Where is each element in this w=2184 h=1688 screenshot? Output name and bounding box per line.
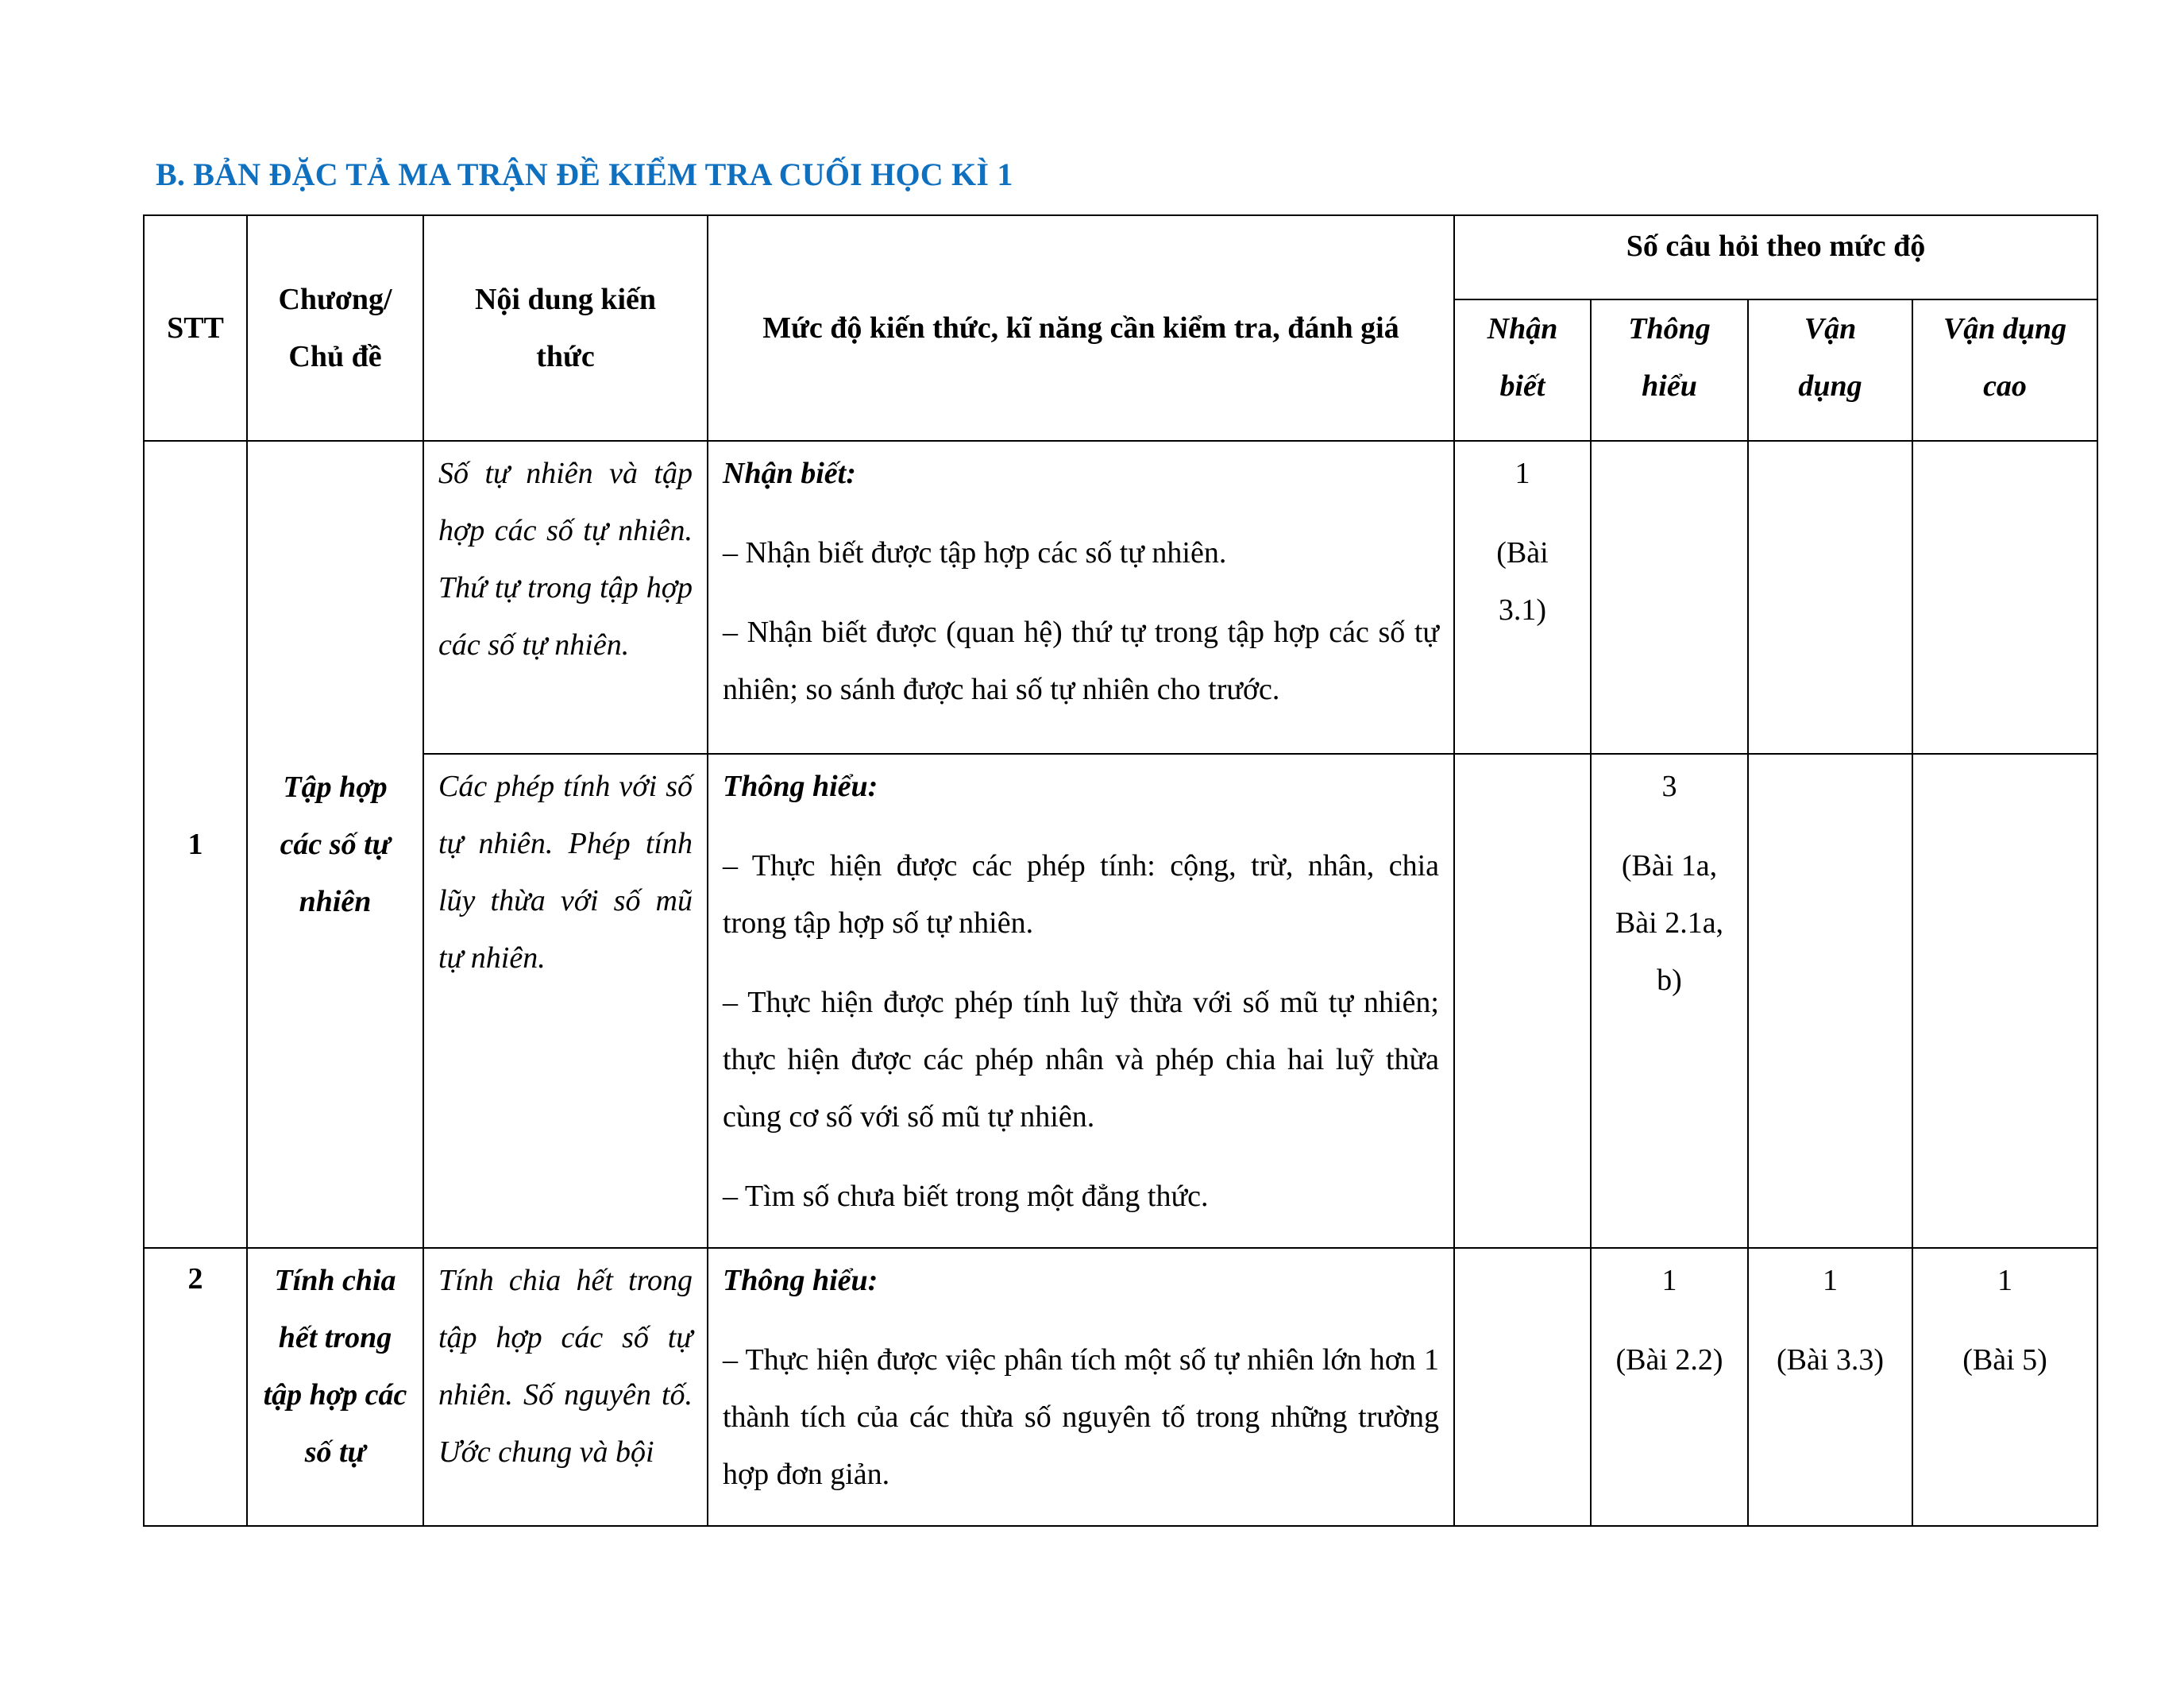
count-van-dung-cao: [1912, 1248, 2097, 1526]
row-requirements: [708, 754, 1454, 1248]
header-content-line2: thức: [536, 340, 595, 373]
table-row: [144, 1248, 2097, 1526]
table-row: [144, 754, 2097, 1248]
count-reference: (Bài 3.3): [1776, 1343, 1885, 1377]
row-content: Tính chia hết trong tập hợp các số tự nhiên. Số nguyên tố. Ước chung và bội: [423, 1248, 708, 1526]
count-thong-hieu: [1591, 754, 1748, 1248]
header-stt: STT: [144, 215, 247, 441]
row-stt: 1: [144, 441, 247, 1248]
table-row: [144, 441, 2097, 754]
count-reference: (Bài 5): [1962, 1343, 2047, 1377]
row-chapter: Tính chia hết trong tập hợp các số tự: [247, 1248, 423, 1526]
header-level-line1: Thông: [1628, 312, 1711, 346]
header-level-line2: biết: [1499, 369, 1545, 403]
header-level-nhan-biet: [1454, 299, 1591, 441]
header-level-line2: dụng: [1798, 369, 1862, 403]
row-requirements: [708, 441, 1454, 754]
count-reference: (Bài 3.1): [1496, 536, 1549, 627]
row-stt: 2: [144, 1248, 247, 1526]
requirement-point: – Thực hiện được việc phân tích một số tự nhiên lớn hơn 1 thành tích của các thừa số nguyên tố trong những trường hợp đơn giản.: [723, 1343, 1439, 1491]
row-content: Số tự nhiên và tập hợp các số tự nhiên. Thứ tự trong tập hợp các số tự nhiên.: [423, 441, 708, 754]
header-level-line1: Vận: [1804, 312, 1857, 346]
header-chapter: [247, 215, 423, 441]
count-number: 1: [1997, 1264, 2012, 1297]
document-title: B. BẢN ĐẶC TẢ MA TRẬN ĐỀ KIỂM TRA CUỐI HỌC KÌ 1: [156, 156, 1013, 192]
header-chapter-line2: Chủ đề: [288, 340, 382, 373]
count-van-dung-cao: [1912, 754, 2097, 1248]
count-number: 3: [1661, 770, 1677, 803]
header-levels-group: Số câu hỏi theo mức độ: [1454, 215, 2097, 299]
header-level-line2: hiểu: [1642, 369, 1697, 403]
header-level-thong-hieu: [1591, 299, 1748, 441]
header-level-van-dung-cao: [1912, 299, 2097, 441]
header-content: [423, 215, 708, 441]
count-thong-hieu: [1591, 1248, 1748, 1526]
row-chapter: Tập hợp các số tự nhiên: [247, 441, 423, 1248]
specification-matrix-table: [143, 214, 2098, 1527]
requirement-point: – Nhận biết được (quan hệ) thứ tự trong tập hợp các số tự nhiên; so sánh được hai số tự nhiên cho trước.: [723, 616, 1439, 706]
count-van-dung: [1748, 754, 1912, 1248]
header-requirement: Mức độ kiến thức, kĩ năng cần kiểm tra, đánh giá: [708, 215, 1454, 441]
count-number: 1: [1823, 1264, 1838, 1297]
header-level-line1: Nhận: [1487, 312, 1558, 346]
header-chapter-line1: Chương/: [278, 283, 392, 316]
header-content-line1: Nội dung kiến: [474, 283, 657, 316]
count-number: 1: [1515, 457, 1530, 490]
requirement-point: – Nhận biết được tập hợp các số tự nhiên.: [723, 536, 1227, 570]
count-reference: (Bài 1a, Bài 2.1a, b): [1615, 849, 1724, 997]
count-van-dung: [1748, 1248, 1912, 1526]
level-label: Thông hiểu:: [723, 770, 878, 803]
level-label: Thông hiểu:: [723, 1264, 878, 1297]
level-label: Nhận biết:: [723, 457, 856, 490]
header-level-line1: Vận dụng: [1943, 312, 2067, 346]
requirement-point: – Tìm số chưa biết trong một đẳng thức.: [723, 1180, 1209, 1213]
count-reference: (Bài 2.2): [1615, 1343, 1723, 1377]
header-row-top: [144, 215, 2097, 299]
header-level-van-dung: [1748, 299, 1912, 441]
row-requirements: [708, 1248, 1454, 1526]
count-thong-hieu: [1591, 441, 1748, 754]
count-van-dung-cao: [1912, 441, 2097, 754]
count-number: 1: [1661, 1264, 1677, 1297]
header-level-line2: cao: [1983, 369, 2027, 403]
count-nhan-biet: [1454, 441, 1591, 754]
count-nhan-biet: [1454, 1248, 1591, 1526]
row-content: Các phép tính với số tự nhiên. Phép tính lũy thừa với số mũ tự nhiên.: [423, 754, 708, 1248]
requirement-point: – Thực hiện được phép tính luỹ thừa với số mũ tự nhiên; thực hiện được các phép nhân và phép chia hai luỹ thừa cùng cơ số với số mũ tự nhiên.: [723, 986, 1439, 1134]
count-nhan-biet: [1454, 754, 1591, 1248]
count-van-dung: [1748, 441, 1912, 754]
requirement-point: – Thực hiện được các phép tính: cộng, trừ, nhân, chia trong tập hợp số tự nhiên.: [723, 849, 1439, 940]
